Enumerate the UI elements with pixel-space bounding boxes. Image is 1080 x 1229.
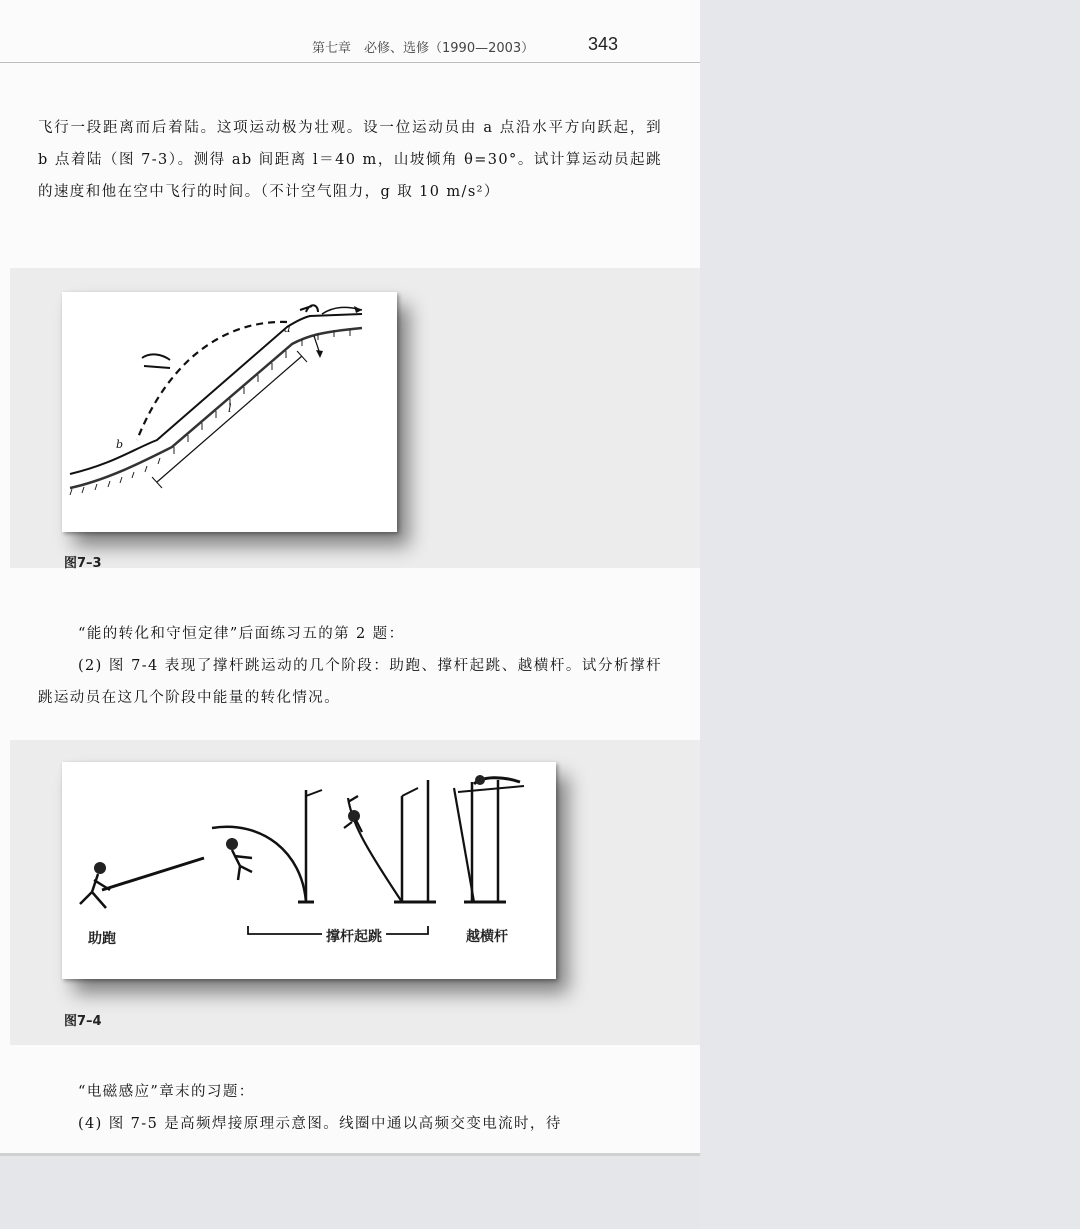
pole-vault-diagram bbox=[62, 762, 556, 979]
figure-7-4-caption: 图7–4 bbox=[64, 1014, 102, 1029]
paragraph-pole-vault-problem: (2) 图 7-4 表现了撑杆跳运动的几个阶段：助跑、撑杆起跳、越横杆。试分析撑杆跳运动员在这几个阶段中能量的转化情况。 bbox=[38, 658, 662, 706]
stage-label-takeoff: 撑杆起跳 bbox=[322, 926, 386, 946]
paragraph-ski-jump-problem: 飞行一段距离而后着陆。这项运动极为壮观。设一位运动员由 a 点沿水平方向跃起，到 b 点着陆（图 7-3）。测得 ab 间距离 l＝40 m，山坡倾角 θ=30°。试计算运动员起跳的速度和他在空中飞行的时间。（不计空气阻力，g 取 10 m/s²） bbox=[38, 120, 663, 200]
figure-pole-vault bbox=[62, 762, 556, 979]
page-bottom-edge bbox=[0, 1153, 700, 1156]
paragraph-exercise-heading: “能的转化和守恒定律”后面练习五的第 2 题： bbox=[78, 626, 405, 642]
distance-l-label: l bbox=[228, 402, 232, 415]
page-header bbox=[0, 34, 700, 63]
viewer-background bbox=[700, 0, 1080, 1229]
stage-label-crossing: 越横杆 bbox=[466, 929, 508, 945]
paragraph-welding-problem: (4) 图 7-5 是高频焊接原理示意图。线圈中通以高频交变电流时，待 bbox=[78, 1116, 562, 1132]
ski-jump-diagram bbox=[62, 292, 397, 532]
figure-ski-jump bbox=[62, 292, 397, 532]
page-number: 343 bbox=[588, 34, 619, 54]
figure-7-3-caption: 图7–3 bbox=[64, 556, 102, 571]
paragraph-chapter-exercise-heading: “电磁感应”章末的习题： bbox=[78, 1084, 255, 1100]
chapter-title: 第七章 必修、选修（1990—2003） bbox=[312, 41, 535, 56]
stage-label-run-up: 助跑 bbox=[88, 931, 116, 947]
point-b-label: b bbox=[116, 438, 124, 451]
point-a-label: a bbox=[284, 322, 291, 335]
